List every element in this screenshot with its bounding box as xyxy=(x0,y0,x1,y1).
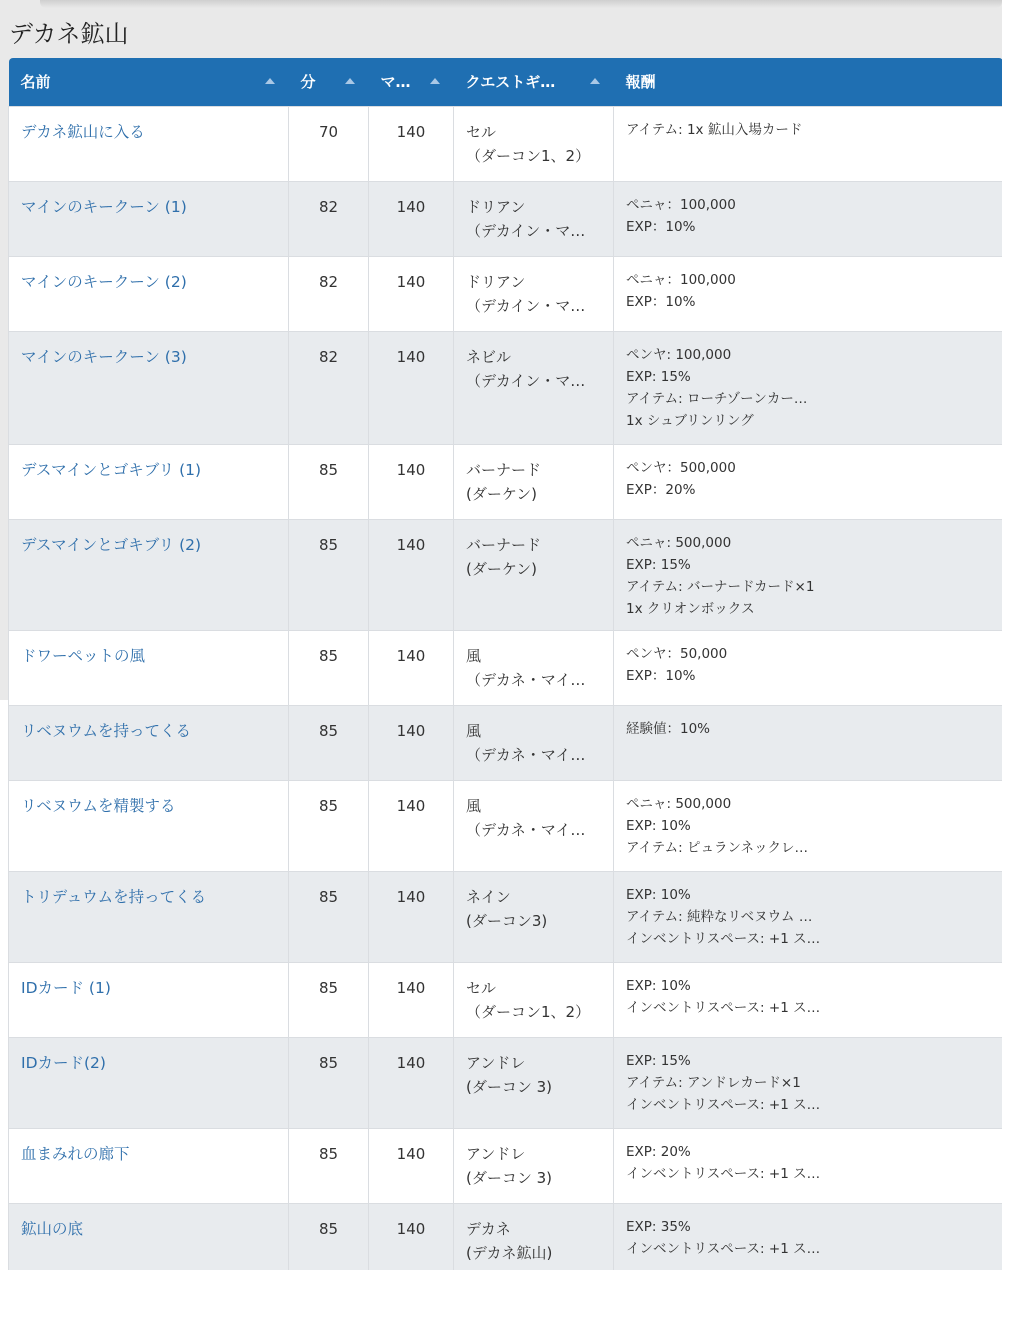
reward-line: ペニャ: 500,000 xyxy=(626,534,732,551)
reward-cell xyxy=(614,256,1003,331)
quest-giver-line: （デカイン・マ… xyxy=(466,371,586,390)
table-row xyxy=(9,962,1003,1037)
reward-line: アイテム: バーナードカード×1 xyxy=(626,578,815,595)
reward-cell xyxy=(614,962,1003,1037)
min-level-cell: 82 xyxy=(289,331,369,444)
quest-giver-cell xyxy=(454,256,614,331)
reward-cell xyxy=(614,1128,1003,1203)
max-level-cell: 140 xyxy=(369,444,454,519)
quest-giver-line: 風 xyxy=(466,721,482,740)
quest-name-cell xyxy=(9,519,289,630)
min-level-cell: 85 xyxy=(289,1128,369,1203)
quest-giver-line: （デカイン・マ… xyxy=(466,221,586,240)
quest-giver-cell xyxy=(454,871,614,962)
quest-name-cell xyxy=(9,962,289,1037)
quest-link[interactable]: マインのキークーン (2) xyxy=(21,272,187,291)
max-level-cell: 140 xyxy=(369,871,454,962)
quest-giver-cell xyxy=(454,780,614,871)
table-row xyxy=(9,106,1003,181)
max-level-cell: 140 xyxy=(369,962,454,1037)
max-level-cell: 140 xyxy=(369,630,454,705)
reward-line: インベントリスペース: +1 ス… xyxy=(626,1096,821,1113)
reward-line: アイテム: ローチゾーンカー… xyxy=(626,390,808,407)
table-row xyxy=(9,705,1003,780)
sort-up-icon[interactable] xyxy=(265,78,275,84)
header-row xyxy=(9,58,1003,106)
reward-line: ペンヤ：500,000 xyxy=(626,459,736,476)
quest-giver-line: （デカネ・マイ… xyxy=(466,820,586,839)
quest-giver-line: (ダーケン) xyxy=(466,559,537,578)
quest-giver-cell xyxy=(454,1128,614,1203)
reward-line: インベントリスペース: +1 ス… xyxy=(626,1165,821,1182)
quest-giver-cell xyxy=(454,705,614,780)
reward-cell xyxy=(614,106,1003,181)
quest-link[interactable]: リベヌウムを精製する xyxy=(21,796,176,815)
reward-line: EXP：10% xyxy=(626,667,696,684)
column-header-name[interactable] xyxy=(9,58,289,106)
reward-line: EXP：10% xyxy=(626,293,696,310)
reward-line: 経験値：10% xyxy=(626,720,711,737)
column-header-label: 報酬 xyxy=(625,73,656,92)
min-level-cell: 70 xyxy=(289,106,369,181)
quest-name-cell xyxy=(9,871,289,962)
reward-line: アイテム: ピュランネックレ… xyxy=(626,839,809,856)
quest-name-cell xyxy=(9,630,289,705)
min-level-cell: 85 xyxy=(289,962,369,1037)
quest-name-cell xyxy=(9,1037,289,1128)
reward-line: ペニャ: 500,000 xyxy=(626,795,732,812)
quest-link[interactable]: デスマインとゴキブリ (1) xyxy=(21,460,202,479)
quest-name-cell xyxy=(9,181,289,256)
reward-cell xyxy=(614,780,1003,871)
table-row xyxy=(9,181,1003,256)
reward-line: EXP: 10% xyxy=(626,977,691,994)
reward-line: 1x クリオンボックス xyxy=(626,600,755,617)
min-level-cell: 85 xyxy=(289,519,369,630)
quest-giver-cell xyxy=(454,181,614,256)
max-level-cell: 140 xyxy=(369,780,454,871)
sort-up-icon[interactable] xyxy=(590,78,600,84)
reward-line: インベントリスペース: +1 ス… xyxy=(626,1240,821,1257)
reward-cell xyxy=(614,1203,1003,1270)
max-level-cell: 140 xyxy=(369,256,454,331)
quest-link[interactable]: マインのキークーン (3) xyxy=(21,347,187,366)
quest-table xyxy=(8,58,1002,1270)
sort-up-icon[interactable] xyxy=(345,78,355,84)
column-header-label: クエストギ… xyxy=(465,73,556,92)
quest-giver-line: （デカネ・マイ… xyxy=(466,745,586,764)
quest-giver-line: (デカネ鉱山) xyxy=(466,1243,553,1262)
max-level-cell: 140 xyxy=(369,106,454,181)
reward-line: ペニャ：100,000 xyxy=(626,271,736,288)
reward-cell xyxy=(614,1037,1003,1128)
top-shadow xyxy=(40,0,1002,8)
quest-giver-line: アンドレ xyxy=(466,1144,526,1163)
quest-link[interactable]: 鉱山の底 xyxy=(21,1219,84,1238)
quest-giver-line: セル xyxy=(466,122,497,141)
reward-cell xyxy=(614,331,1003,444)
table-row xyxy=(9,256,1003,331)
quest-link[interactable]: デカネ鉱山に入る xyxy=(21,122,145,141)
table-row xyxy=(9,630,1003,705)
quest-giver-cell xyxy=(454,630,614,705)
max-level-cell: 140 xyxy=(369,1128,454,1203)
quest-giver-line: ネイン xyxy=(466,887,511,906)
reward-cell xyxy=(614,630,1003,705)
quest-name-cell xyxy=(9,1128,289,1203)
sort-up-icon[interactable] xyxy=(430,78,440,84)
quest-link[interactable]: IDカード(2) xyxy=(21,1053,106,1072)
quest-giver-cell xyxy=(454,106,614,181)
max-level-cell: 140 xyxy=(369,181,454,256)
quest-table-container xyxy=(8,58,1002,1270)
quest-giver-line: セル xyxy=(466,978,497,997)
table-header xyxy=(9,58,1003,106)
quest-giver-line: デカネ xyxy=(466,1219,511,1238)
quest-giver-line: ドリアン xyxy=(466,197,526,216)
quest-giver-line: バーナード xyxy=(466,460,542,479)
quest-giver-line: アンドレ xyxy=(466,1053,526,1072)
max-level-cell: 140 xyxy=(369,1037,454,1128)
reward-cell xyxy=(614,519,1003,630)
quest-name-cell xyxy=(9,106,289,181)
table-row xyxy=(9,871,1003,962)
min-level-cell: 85 xyxy=(289,1037,369,1128)
quest-link[interactable]: デスマインとゴキブリ (2) xyxy=(21,535,202,554)
table-row xyxy=(9,1128,1003,1203)
max-level-cell: 140 xyxy=(369,1203,454,1270)
min-level-cell: 85 xyxy=(289,780,369,871)
reward-line: EXP: 15% xyxy=(626,1052,691,1069)
quest-giver-cell xyxy=(454,444,614,519)
quest-name-cell xyxy=(9,780,289,871)
quest-name-cell xyxy=(9,256,289,331)
reward-line: EXP: 10% xyxy=(626,817,691,834)
reward-line: EXP: 15% xyxy=(626,556,691,573)
reward-line: EXP: 20% xyxy=(626,1143,691,1160)
quest-giver-line: （デカネ・マイ… xyxy=(466,670,586,689)
min-level-cell: 85 xyxy=(289,871,369,962)
quest-link[interactable]: マインのキークーン (1) xyxy=(21,197,187,216)
reward-line: アイテム: 純粋なリベヌウム … xyxy=(626,908,813,925)
min-level-cell: 82 xyxy=(289,181,369,256)
quest-link[interactable]: リベヌウムを持ってくる xyxy=(21,721,192,740)
quest-giver-line: ネビル xyxy=(466,347,512,366)
quest-giver-line: (ダーコン 3) xyxy=(466,1168,553,1187)
reward-line: アイテム: 1x 鉱山入場カード xyxy=(626,121,803,138)
quest-name-cell xyxy=(9,444,289,519)
column-header-min-level[interactable] xyxy=(289,58,369,106)
min-level-cell: 85 xyxy=(289,1203,369,1270)
quest-link[interactable]: 血まみれの廊下 xyxy=(21,1144,130,1163)
column-header-label: マ… xyxy=(380,73,411,92)
reward-line: ペンヤ：50,000 xyxy=(626,645,728,662)
quest-giver-cell xyxy=(454,962,614,1037)
reward-line: ペンヤ: 100,000 xyxy=(626,346,732,363)
column-header-reward[interactable] xyxy=(614,58,1003,106)
quest-link[interactable]: IDカード (1) xyxy=(21,978,111,997)
quest-giver-line: (ダーコン 3) xyxy=(466,1077,553,1096)
table-row xyxy=(9,444,1003,519)
reward-cell xyxy=(614,705,1003,780)
quest-giver-line: 風 xyxy=(466,796,482,815)
table-row xyxy=(9,519,1003,630)
reward-line: インベントリスペース: +1 ス… xyxy=(626,999,821,1016)
quest-giver-cell xyxy=(454,331,614,444)
reward-line: アイテム: アンドレカード×1 xyxy=(626,1074,801,1091)
reward-line: EXP: 35% xyxy=(626,1218,691,1235)
quest-name-cell xyxy=(9,1203,289,1270)
column-header-label: 名前 xyxy=(20,73,51,92)
reward-cell xyxy=(614,181,1003,256)
column-header-max-level[interactable] xyxy=(369,58,454,106)
min-level-cell: 85 xyxy=(289,705,369,780)
column-header-label: 分 xyxy=(300,73,316,92)
reward-line: EXP: 10% xyxy=(626,886,691,903)
table-body xyxy=(9,106,1003,1270)
table-row xyxy=(9,331,1003,444)
quest-giver-line: （ダーコン1、2） xyxy=(466,146,591,165)
reward-line: インベントリスペース: +1 ス… xyxy=(626,930,821,947)
reward-cell xyxy=(614,871,1003,962)
quest-giver-line: (ダーコン3) xyxy=(466,911,548,930)
min-level-cell: 85 xyxy=(289,630,369,705)
quest-giver-line: (ダーケン) xyxy=(466,484,537,503)
table-row xyxy=(9,1037,1003,1128)
reward-line: ペニャ：100,000 xyxy=(626,196,736,213)
quest-giver-cell xyxy=(454,1203,614,1270)
reward-line: EXP：10% xyxy=(626,218,696,235)
quest-link[interactable]: トリデュウムを持ってくる xyxy=(21,887,207,906)
reward-line: EXP：20% xyxy=(626,481,696,498)
page-title: デカネ鉱山 xyxy=(9,20,129,48)
quest-name-cell xyxy=(9,705,289,780)
quest-giver-line: （ダーコン1、2） xyxy=(466,1002,591,1021)
min-level-cell: 82 xyxy=(289,256,369,331)
reward-line: EXP: 15% xyxy=(626,368,691,385)
quest-giver-line: ドリアン xyxy=(466,272,526,291)
quest-giver-line: バーナード xyxy=(466,535,542,554)
reward-cell xyxy=(614,444,1003,519)
table-row xyxy=(9,1203,1003,1270)
quest-name-cell xyxy=(9,331,289,444)
min-level-cell: 85 xyxy=(289,444,369,519)
quest-giver-cell xyxy=(454,519,614,630)
quest-link[interactable]: ドワーペットの風 xyxy=(21,646,146,665)
max-level-cell: 140 xyxy=(369,519,454,630)
table-row xyxy=(9,780,1003,871)
reward-line: 1x シュブリンリング xyxy=(626,412,754,429)
quest-giver-cell xyxy=(454,1037,614,1128)
column-header-quest-giver[interactable] xyxy=(454,58,614,106)
quest-giver-line: 風 xyxy=(466,646,482,665)
max-level-cell: 140 xyxy=(369,705,454,780)
quest-giver-line: （デカイン・マ… xyxy=(466,296,586,315)
max-level-cell: 140 xyxy=(369,331,454,444)
